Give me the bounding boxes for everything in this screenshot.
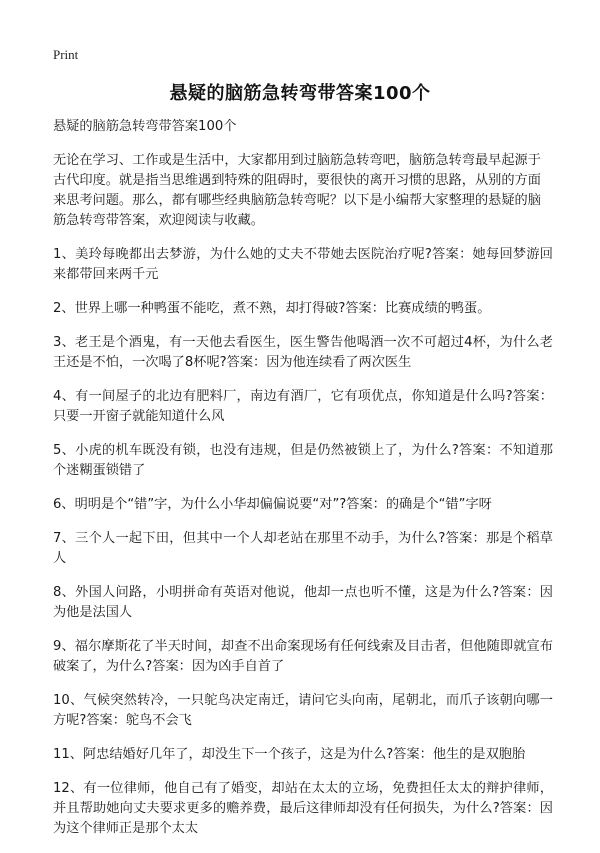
qa-item: 10、气候突然转冷，一只鸵鸟决定南迁，请问它头向南，尾朝北，而爪子该朝向哪一方呢?答案：鸵鸟不会飞 xyxy=(53,693,553,728)
qa-item: 8、外国人问路，小明拼命有英语对他说，他却一点也听不懂，这是为什么?答案：因为他是法国人 xyxy=(53,585,553,620)
qa-item: 11、阿忠结婚好几年了，却没生下一个孩子，这是为什么?答案：他生的是双胞胎 xyxy=(53,747,526,762)
qa-item: 6、明明是个“错”字，为什么小华却偏偏说要“对”?答案：的确是个“错”字呀 xyxy=(53,497,492,512)
qa-item: 5、小虎的机车既没有锁，也没有违规，但是仍然被锁上了，为什么?答案：不知道那个迷糊蛋锁错了 xyxy=(53,443,553,478)
article-subtitle: 悬疑的脑筋急转弯带答案100个 xyxy=(53,119,237,134)
qa-item: 7、三个人一起下田，但其中一个人却老站在那里不动手，为什么?答案：那是个稻草人 xyxy=(53,531,553,566)
qa-item: 2、世界上哪一种鸭蛋不能吃，煮不熟，却打得破?答案：比赛成绩的鸭蛋。 xyxy=(53,301,491,316)
print-link[interactable]: Print xyxy=(53,47,79,62)
intro-paragraph: 无论在学习、工作或是生活中，大家都用到过脑筋急转弯吧，脑筋急转弯最早起源于古代印度。就是指当思维遇到特殊的阻碍时，要很快的离开习惯的思路，从别的方面来思考问题。那么，都有哪些经典脑筋急转弯呢？以下是小编帮大家整理的悬疑的脑筋急转弯带答案，欢迎阅读与收藏。 xyxy=(53,153,541,228)
qa-item: 3、老王是个酒鬼，有一天他去看医生，医生警告他喝酒一次不可超过4杯，为什么老王还是不怕，一次喝了8杯呢?答案：因为他连续看了两次医生 xyxy=(53,335,553,370)
qa-list xyxy=(53,245,553,839)
qa-item: 1、美玲每晚都出去梦游，为什么她的丈夫不带她去医院治疗呢?答案：她每回梦游回来都带回来两千元 xyxy=(53,247,553,282)
qa-item: 9、福尔摩斯花了半天时间，却查不出命案现场有任何线索及目击者，但他随即就宣布破案了，为什么?答案：因为凶手自首了 xyxy=(53,639,553,674)
article-body xyxy=(53,117,553,853)
qa-item: 12、有一位律师，他自己有了婚变，却站在太太的立场，免费担任太太的辩护律师，并且帮助她向丈夫要求更多的赡养费，最后这律师却没有任何损失，为什么?答案：因为这个律师正是那个太太 xyxy=(53,781,553,836)
qa-item: 4、有一间屋子的北边有肥料厂，南边有酒厂，它有项优点，你知道是什么吗?答案：只要一开窗子就能知道什么风 xyxy=(53,389,553,424)
page-title: 悬疑的脑筋急转弯带答案100个 xyxy=(169,83,431,104)
